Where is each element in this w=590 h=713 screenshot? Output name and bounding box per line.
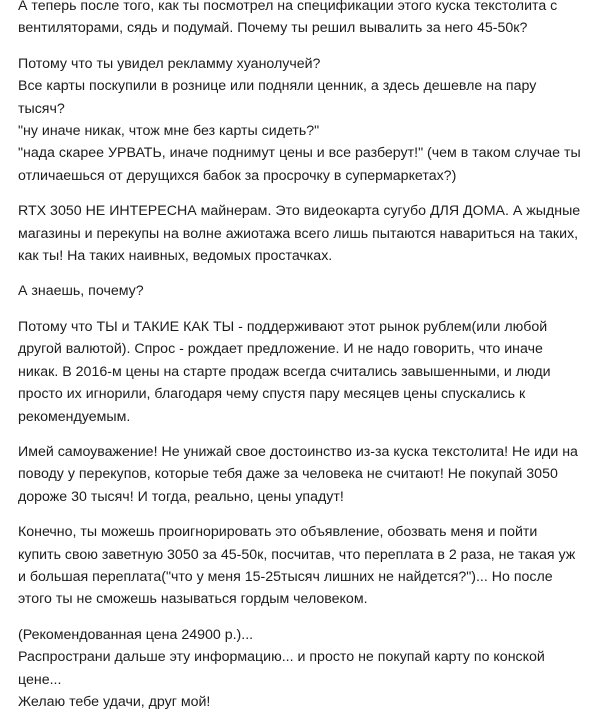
text-line: А знаешь, почему? (18, 283, 144, 300)
text-line: поводу у перекупов, которые тебя даже за человека не считают! Не покупай 3050 (18, 466, 558, 483)
paragraph-intro (18, 0, 588, 40)
text-line: Потому что ты увидел рекламму хуанолучей? (18, 55, 321, 72)
text-line: А теперь после того, как ты посмотрел на спецификации этого куска текстолита с (18, 0, 558, 14)
text-line: вентиляторами, сядь и подумай. Почему ты решил вывалить за него 45-50к? (18, 20, 528, 37)
text-line: как ты! На таких наивных, ведомых простачках. (18, 248, 333, 265)
text-line: Имей самоуважение! Не унижай свое достоинство из-за куска текстолита! Не иди на (18, 443, 578, 460)
paragraph-market (18, 316, 588, 428)
text-line: RTX 3050 НЕ ИНТЕРЕСНА майнерам. Это видеокарта сугубо ДЛЯ ДОМА. А жыдные (18, 203, 581, 220)
text-line: "нада скарее УРВАТЬ, иначе поднимут цены и все разберут!" (чем в таком случае ты (18, 145, 581, 162)
text-line: "ну иначе никак, чтож мне без карты сидеть?" (18, 123, 320, 140)
text-line: и большая переплата("что у меня 15-25тысяч лишних не найдется?")... Но после (18, 568, 553, 585)
text-line: Все карты поскупили в рознице или подняли ценник, а здесь дешевле на пару (18, 78, 537, 95)
text-line: магазины и перекупы на волне ажиотажа всего лишь пытаются навариться на таких, (18, 225, 579, 242)
paragraph-question (18, 280, 588, 302)
text-line: тысяч? (18, 100, 65, 117)
paragraph-ignore (18, 521, 588, 611)
text-line: дороже 30 тысяч! И тогда, реально, цены упадут! (18, 488, 344, 505)
text-line: купить свою заветную 3050 за 45-50к, посчитав, что переплата в 2 раза, не такая уж (18, 546, 576, 563)
paragraph-closing (18, 624, 588, 713)
text-line: цене... (18, 671, 62, 688)
text-line: (Рекомендованная цена 24900 р.)... (18, 626, 254, 643)
paragraph-rtx3050 (18, 200, 588, 267)
paragraph-self-respect (18, 441, 588, 508)
text-line: рекомендуемым. (18, 408, 131, 425)
text-line: отличаешься от дерущихся бабок за просрочку в супермаркетах?) (18, 167, 457, 184)
text-line: просто их игнорили, благодаря чему спустя пару месяцев цены спускались к (18, 386, 526, 403)
text-line: этого ты не сможешь называться гордым человеком. (18, 591, 368, 608)
text-line: Распространи дальше эту информацию... и просто не покупай карту по конской (18, 649, 545, 666)
text-line: Конечно, ты можешь проигнорировать это объявление, обозвать меня и пойти (18, 524, 538, 541)
paragraph-advertising (18, 53, 588, 187)
text-line: другой валютой). Спрос - рождает предложение. И не надо говорить, что иначе (18, 341, 543, 358)
post-body (18, 0, 588, 713)
text-line: Потому что ТЫ и ТАКИЕ КАК ТЫ - поддерживают этот рынок рублем(или любой (18, 318, 548, 335)
text-line: никак. В 2016-м цены на старте продаж всегда считались завышенными, и люди (18, 363, 551, 380)
text-line: Желаю тебе удачи, друг мой! (18, 693, 211, 710)
